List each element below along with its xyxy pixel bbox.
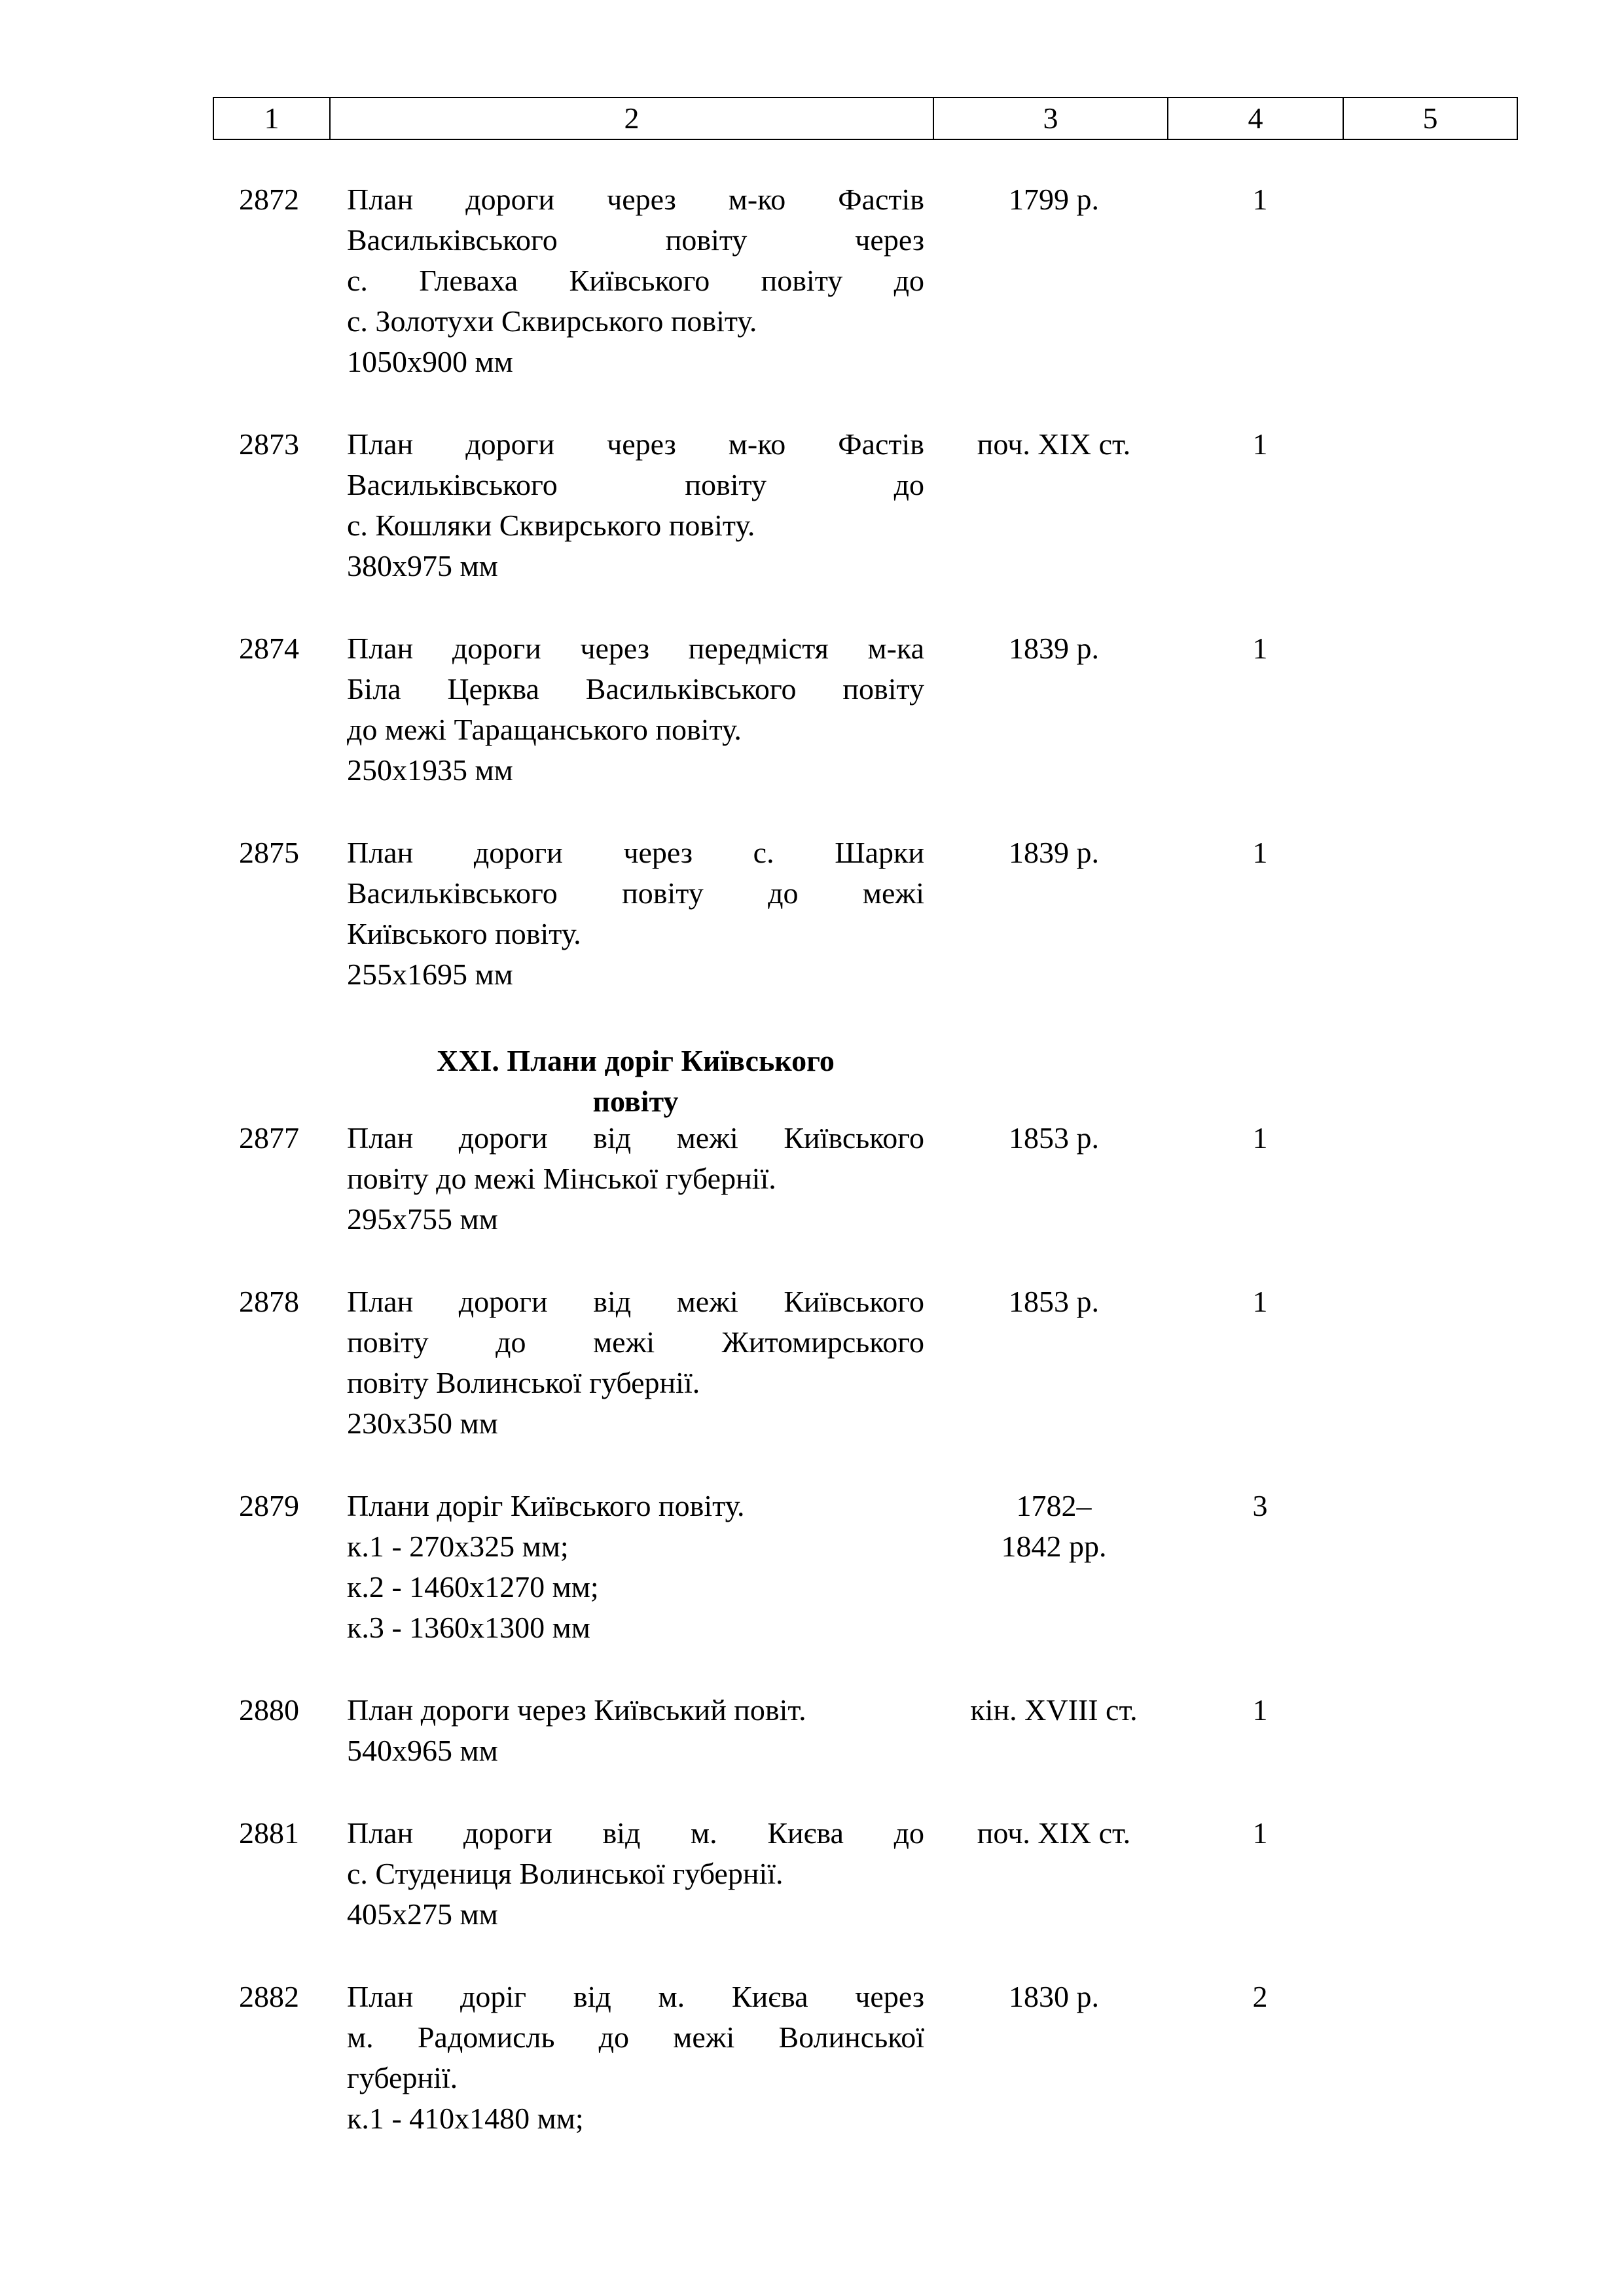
entry-count: 1 [1252, 183, 1268, 216]
column-header-table [213, 97, 1518, 140]
entry-number: 2873 [239, 427, 299, 461]
entry-count: 1 [1252, 1693, 1268, 1727]
description-line: Васильківського повіту до межі [347, 876, 924, 910]
entry-date [936, 1486, 1172, 1567]
description-line: Біла Церква Васильківського повіту [347, 672, 924, 706]
column-header-5: 5 [1343, 98, 1517, 139]
entry-count: 1 [1252, 1121, 1268, 1155]
entry-description [347, 179, 924, 382]
description-line: к.1 - 270х325 мм; [347, 1530, 569, 1563]
entry-number: 2878 [239, 1285, 299, 1318]
description-line: 380х975 мм [347, 549, 498, 583]
description-line: Васильківського повіту до [347, 468, 924, 501]
description-line: 295х755 мм [347, 1202, 498, 1236]
description-line: 405х275 мм [347, 1897, 498, 1931]
column-header-row [213, 98, 1517, 139]
section-heading-line: повіту [592, 1085, 679, 1118]
description-line: губернії. [347, 2061, 458, 2094]
entry-date [936, 1977, 1172, 2017]
description-line: повіту Волинської губернії. [347, 1366, 700, 1399]
entry-description [347, 833, 924, 995]
entry-description [347, 1690, 924, 1771]
entry-count: 1 [1252, 632, 1268, 665]
description-line: с. Золотухи Сквирського повіту. [347, 304, 757, 338]
entry-number: 2877 [239, 1121, 299, 1155]
description-line: повіту до межі Житомирського [347, 1325, 924, 1359]
entry-date [936, 628, 1172, 669]
section-heading-line: XXI. Плани доріг Київського [437, 1044, 835, 1077]
entry-date [936, 1690, 1172, 1731]
entry-date [936, 833, 1172, 873]
entry-date [936, 179, 1172, 220]
entry-description [347, 1977, 924, 2139]
entry-count: 1 [1252, 1285, 1268, 1318]
entry-description [347, 628, 924, 791]
description-line: к.3 - 1360х1300 мм [347, 1611, 590, 1644]
column-header-3: 3 [933, 98, 1168, 139]
date-line: 1799 р. [1009, 183, 1099, 216]
entry-number: 2879 [239, 1489, 299, 1522]
description-line: План дороги через с. Шарки [347, 836, 924, 869]
entry-description [347, 1486, 924, 1648]
description-line: к.2 - 1460х1270 мм; [347, 1570, 599, 1604]
description-line: 250х1935 мм [347, 753, 513, 787]
entry-number: 2881 [239, 1816, 299, 1850]
entry-number: 2880 [239, 1693, 299, 1727]
description-line: повіту до межі Мінської губернії. [347, 1162, 776, 1195]
entry-number: 2875 [239, 836, 299, 869]
description-line: м. Радомисль до межі Волинської [347, 2020, 924, 2054]
date-line: 1839 р. [1009, 836, 1099, 869]
column-header-2: 2 [330, 98, 933, 139]
description-line: 540х965 мм [347, 1734, 498, 1767]
description-line: к.1 - 410х1480 мм; [347, 2102, 584, 2135]
date-line: 1830 р. [1009, 1980, 1099, 2013]
description-line: План доріг від м. Києва через [347, 1980, 924, 2013]
description-line: Плани доріг Київського повіту. [347, 1489, 745, 1522]
entry-date [936, 424, 1172, 465]
description-line: с. Студениця Волинської губернії. [347, 1857, 784, 1890]
description-line: до межі Таращанського повіту. [347, 713, 742, 746]
entry-description [347, 1813, 924, 1935]
description-line: Васильківського повіту через [347, 223, 924, 257]
description-line: План дороги від межі Київського [347, 1285, 924, 1318]
description-line: Київського повіту. [347, 917, 581, 950]
description-line: 1050х900 мм [347, 345, 513, 378]
description-line: План дороги через м-ко Фастів [347, 427, 924, 461]
description-line: План дороги від м. Києва до [347, 1816, 924, 1850]
entry-description [347, 1282, 924, 1444]
entry-number: 2882 [239, 1980, 299, 2013]
date-line: 1853 р. [1009, 1285, 1099, 1318]
description-line: План дороги від межі Київського [347, 1121, 924, 1155]
entry-number: 2872 [239, 183, 299, 216]
date-line: кін. XVIII ст. [970, 1693, 1138, 1727]
date-line: 1782– [1016, 1489, 1092, 1522]
entry-count: 1 [1252, 836, 1268, 869]
entry-count: 1 [1252, 1816, 1268, 1850]
description-line: с. Глеваха Київського повіту до [347, 264, 924, 297]
entry-date [936, 1118, 1172, 1158]
description-line: План дороги через Київський повіт. [347, 1693, 806, 1727]
entry-description [347, 1118, 924, 1240]
entry-description [347, 424, 924, 586]
entry-count: 2 [1252, 1980, 1268, 2013]
entry-count: 3 [1252, 1489, 1268, 1522]
description-line: с. Кошляки Сквирського повіту. [347, 509, 755, 542]
date-line: поч. ХІХ ст. [977, 1816, 1131, 1850]
entry-count: 1 [1252, 427, 1268, 461]
entry-date [936, 1282, 1172, 1322]
date-line: 1842 рр. [1001, 1530, 1107, 1563]
entry-number: 2874 [239, 632, 299, 665]
description-line: 255х1695 мм [347, 958, 513, 991]
date-line: поч. ХІХ ст. [977, 427, 1131, 461]
description-line: План дороги через передмістя м-ка [347, 632, 924, 665]
date-line: 1839 р. [1009, 632, 1099, 665]
date-line: 1853 р. [1009, 1121, 1099, 1155]
section-heading [347, 1041, 924, 1122]
description-line: План дороги через м-ко Фастів [347, 183, 924, 216]
column-header-4: 4 [1168, 98, 1343, 139]
column-header-1: 1 [213, 98, 330, 139]
description-line: 230х350 мм [347, 1407, 498, 1440]
entry-date [936, 1813, 1172, 1854]
